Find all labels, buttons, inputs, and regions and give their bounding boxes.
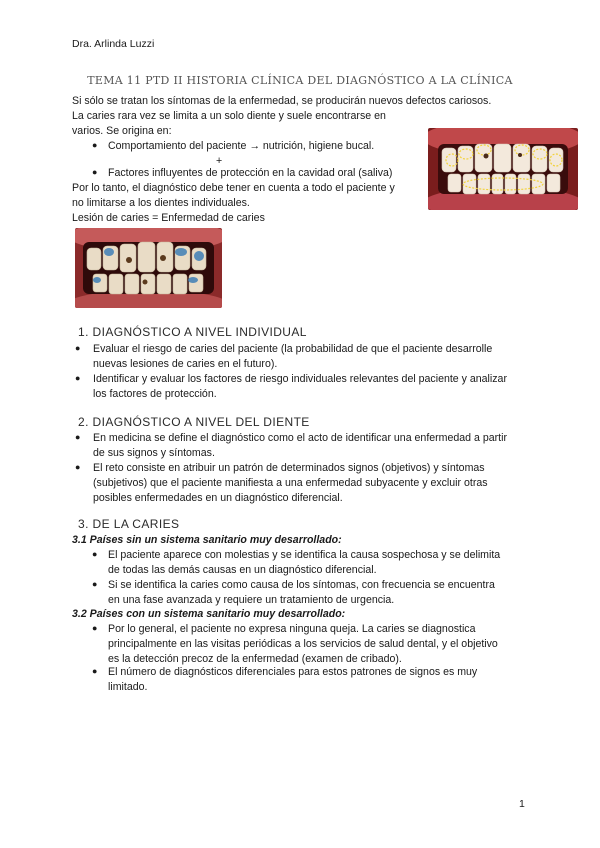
intro-bullet-1: Comportamiento del paciente → nutrición, higiene bucal. xyxy=(108,140,375,152)
section-1-bullet-1-line-2: nuevas lesiones de caries en el futuro). xyxy=(93,358,278,370)
intro-line-1: Si sólo se tratan los síntomas de la enfermedad, se producirán nuevos defectos cariosos. xyxy=(72,95,492,107)
page-title: TEMA 11 PTD II HISTORIA CLÍNICA DEL DIAGNÓSTICO A LA CLÍNICA xyxy=(87,74,513,87)
subsection-3-2-bullet-1-line-2: principalmente en las visitas periódicas a los servicios de salud dental, y el objetivo xyxy=(108,638,498,650)
bullet-dot: ● xyxy=(92,579,98,589)
teeth-photo-caries xyxy=(75,228,222,308)
page-number: 1 xyxy=(519,798,525,810)
teeth-photo-marked-lesions xyxy=(428,128,578,210)
section-2-bullet-2-line-3: posibles enfermedades en un diagnóstico diferencial. xyxy=(93,492,343,504)
intro-bullet-2: Factores influyentes de protección en la cavidad oral (saliva) xyxy=(108,167,393,179)
bullet-dot: ● xyxy=(75,462,81,472)
bullet-dot: ● xyxy=(75,373,81,383)
bullet-dot: ● xyxy=(92,666,98,676)
bullet-dot: ● xyxy=(92,140,98,150)
subsection-3-2-heading: 3.2 Países con un sistema sanitario muy desarrollado: xyxy=(72,608,346,620)
section-1-bullet-2-line-2: los factores de protección. xyxy=(93,388,217,400)
subsection-3-2-bullet-2-line-1: El número de diagnósticos diferenciales para estos patrones de signos es muy xyxy=(108,666,478,678)
intro-line-3: varios. Se origina en: xyxy=(72,125,172,137)
author-name: Dra. Arlinda Luzzi xyxy=(72,38,155,50)
section-1-bullet-2-line-1: Identificar y evaluar los factores de riesgo individuales relevantes del paciente y analizar xyxy=(93,373,507,385)
subsection-3-1-bullet-2-line-2: en una fase avanzada y requiere un tratamiento de urgencia. xyxy=(108,594,395,606)
subsection-3-1-bullet-1-line-1: El paciente aparece con molestias y se identifica la causa sospechosa y se delimita xyxy=(108,549,501,561)
intro-line-6: Lesión de caries = Enfermedad de caries xyxy=(72,212,265,224)
subsection-3-2-bullet-1-line-1: Por lo general, el paciente no expresa ninguna queja. La caries se diagnostica xyxy=(108,623,476,635)
bullet-dot: ● xyxy=(75,432,81,442)
plus-sign: + xyxy=(216,155,223,167)
section-1-bullet-1-line-1: Evaluar el riesgo de caries del paciente (la probabilidad de que el paciente desarrolle xyxy=(93,343,493,355)
section-2-bullet-1-line-2: de sus signos y síntomas. xyxy=(93,447,215,459)
intro-line-2: La caries rara vez se limita a un solo diente y suele encontrarse en xyxy=(72,110,386,122)
bullet-dot: ● xyxy=(75,343,81,353)
intro-line-5: no limitarse a los dientes individuales. xyxy=(72,197,250,209)
intro-line-4: Por lo tanto, el diagnóstico debe tener en cuenta a todo el paciente y xyxy=(72,182,395,194)
bullet-dot: ● xyxy=(92,549,98,559)
section-2-bullet-2-line-1: El reto consiste en atribuir un patrón de determinados signos (objetivos) y síntomas xyxy=(93,462,485,474)
subsection-3-2-bullet-2-line-2: limitado. xyxy=(108,681,148,693)
subsection-3-1-bullet-1-line-2: de todas las demás causas en un diagnóstico diferencial. xyxy=(108,564,377,576)
subsection-3-1-bullet-2-line-1: Si se identifica la caries como causa de los síntomas, con frecuencia se encuentra xyxy=(108,579,495,591)
section-2-bullet-2-line-2: (subjetivos) que el paciente manifiesta a una enfermedad subyacente y excluir otras xyxy=(93,477,488,489)
section-2-heading: 2. DIAGNÓSTICO A NIVEL DEL DIENTE xyxy=(78,415,310,429)
section-2-bullet-1-line-1: En medicina se define el diagnóstico como el acto de identificar una enfermedad a partir xyxy=(93,432,507,444)
subsection-3-2-bullet-1-line-3: es la detección precoz de la enfermedad (examen de cribado). xyxy=(108,653,402,665)
subsection-3-1-heading: 3.1 Países sin un sistema sanitario muy desarrollado: xyxy=(72,534,342,546)
section-1-heading: 1. DIAGNÓSTICO A NIVEL INDIVIDUAL xyxy=(78,325,307,339)
section-3-heading: 3. DE LA CARIES xyxy=(78,517,180,531)
bullet-dot: ● xyxy=(92,167,98,177)
bullet-dot: ● xyxy=(92,623,98,633)
